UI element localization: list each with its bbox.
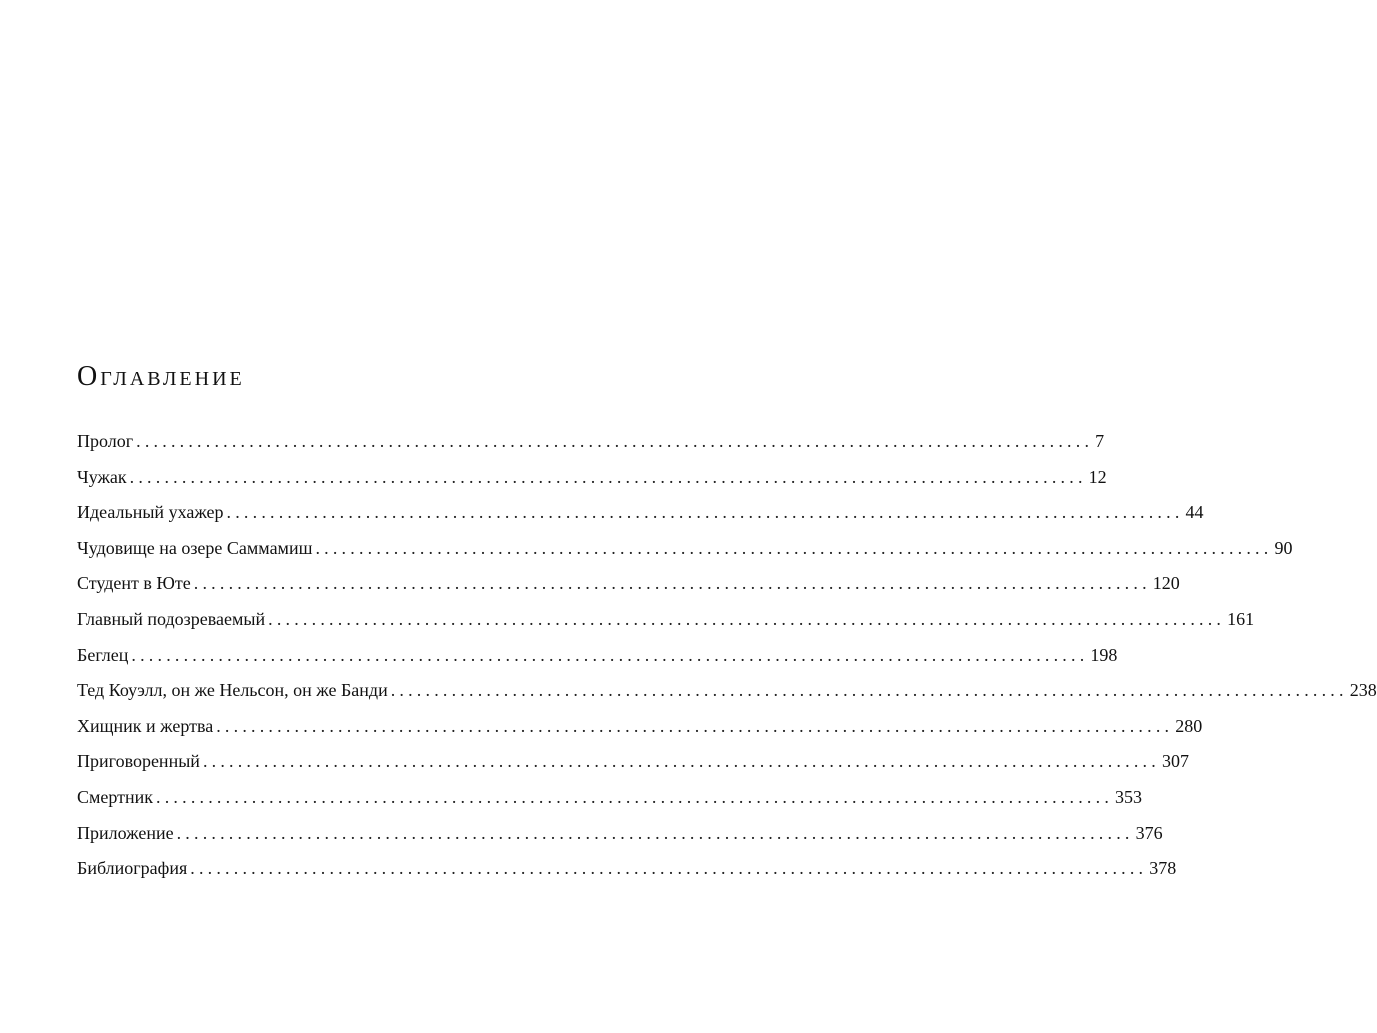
toc-entry-student-in-utah[interactable] [77,566,1180,602]
toc-entry-title: Библиография [77,858,188,879]
toc-entry-page: 238 [1349,680,1377,701]
toc-entry-page: 353 [1115,786,1143,807]
toc-entry-title: Пролог [77,431,134,451]
toc-entry-page: 44 [1185,502,1204,523]
toc-entry-ted-cowell[interactable] [77,673,1377,709]
toc-dot-leader: .............................................................................................................. [202,751,1160,772]
toc-entry-page: 376 [1135,822,1163,843]
toc-entry-prologue[interactable] [77,424,1105,460]
toc-entry-appendix[interactable] [77,816,1163,852]
toc-list [77,424,1377,887]
toc-entry-title: Хищник и жертва [77,715,214,736]
toc-entry-title: Приложение [77,822,174,843]
toc-entry-page: 307 [1161,751,1189,772]
toc-dot-leader: .............................................................................................................. [190,858,1148,879]
toc-heading: Оглавление [77,361,245,392]
toc-dot-leader: .............................................................................................................. [193,573,1151,594]
toc-entry-page: 198 [1090,644,1118,665]
toc-entry-title: Главный подозреваемый [77,608,266,629]
toc-dot-leader: .............................................................................................................. [268,608,1226,629]
toc-entry-page: 280 [1175,715,1203,736]
toc-entry-fugitive[interactable] [77,638,1118,674]
toc-entry-page: 120 [1152,573,1180,594]
toc-entry-prime-suspect[interactable] [77,602,1255,638]
toc-entry-predator-and-prey[interactable] [77,709,1203,745]
toc-entry-title: Беглец [77,644,129,665]
toc-entry-title: Приговоренный [77,751,200,772]
toc-entry-page: 12 [1088,466,1107,487]
toc-entry-page: 90 [1274,537,1293,558]
toc-entry-title: Чудовище на озере Саммамиш [77,537,313,558]
toc-entry-title: Студент в Юте [77,573,191,594]
toc-dot-leader: .............................................................................................................. [315,537,1273,558]
toc-entry-condemned[interactable] [77,744,1189,780]
toc-entry-page: 7 [1095,431,1105,451]
toc-entry-page: 161 [1227,608,1255,629]
toc-entry-title: Смертник [77,786,154,807]
toc-entry-ideal-suitor[interactable] [77,495,1204,531]
toc-entry-title: Тед Коуэлл, он же Нельсон, он же Банди [77,680,388,701]
toc-dot-leader: .............................................................................................................. [131,644,1089,665]
toc-dot-leader: .............................................................................................................. [390,680,1348,701]
toc-entry-death-row[interactable] [77,780,1143,816]
toc-dot-leader: .............................................................................................................. [136,431,1094,451]
toc-entry-title: Чужак [77,466,127,487]
toc-entry-lake-sammamish[interactable] [77,531,1293,567]
toc-entry-bibliography[interactable] [77,851,1177,887]
toc-dot-leader: .............................................................................................................. [226,502,1184,523]
toc-dot-leader: .............................................................................................................. [156,786,1114,807]
toc-entry-page: 378 [1149,858,1177,879]
toc-entry-title: Идеальный ухажер [77,502,224,523]
toc-dot-leader: .............................................................................................................. [176,822,1134,843]
toc-dot-leader: .............................................................................................................. [129,466,1087,487]
toc-dot-leader: .............................................................................................................. [216,715,1174,736]
toc-entry-stranger[interactable] [77,460,1107,496]
